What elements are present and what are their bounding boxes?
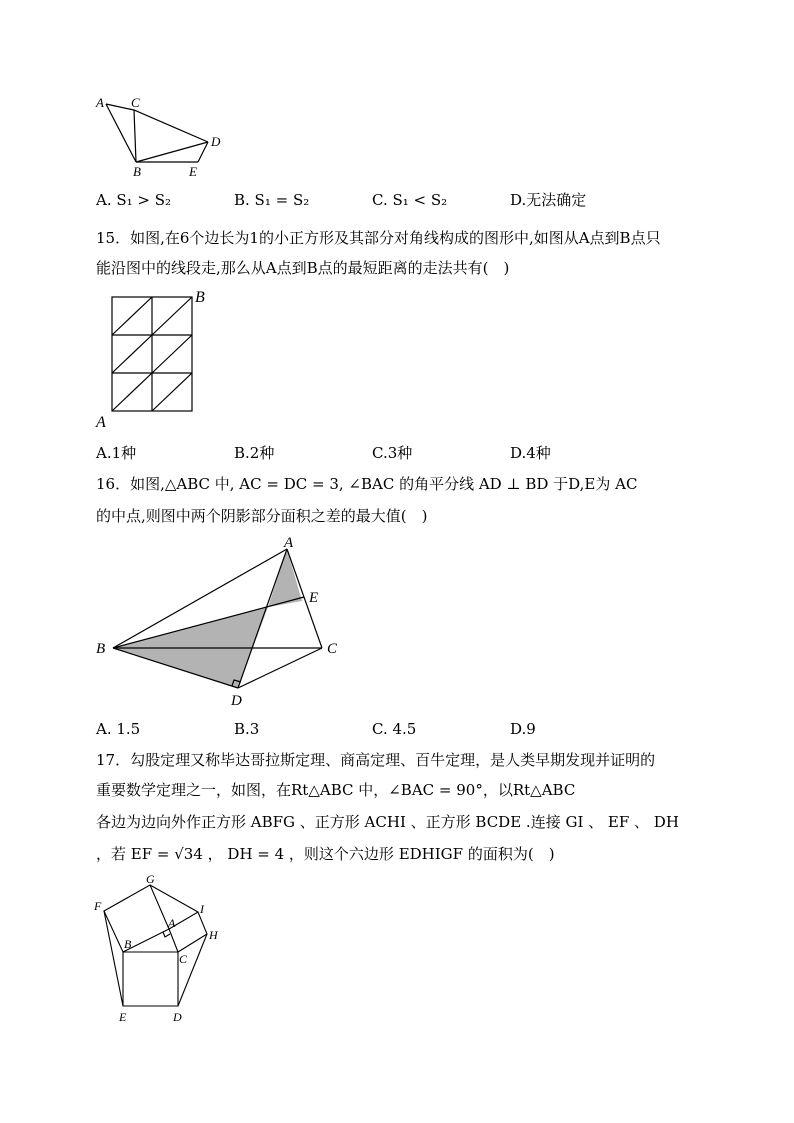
q17-label-e: E — [119, 1010, 127, 1024]
q17-line-e-f — [104, 911, 123, 1006]
q17-label-f: F — [94, 899, 102, 913]
q15-label-b: B — [195, 289, 205, 306]
q15-option-a[interactable]: A.1种 — [96, 444, 137, 462]
q14-option-c[interactable]: C. S₁ < S₂ — [372, 191, 448, 209]
q17-label-d: D — [173, 1010, 182, 1024]
q15-grid-figure — [90, 285, 220, 430]
q16-label-d: D — [231, 693, 242, 709]
q15-diag-5 — [112, 373, 152, 411]
q14-label-c: C — [131, 95, 140, 110]
q14-figure — [90, 92, 230, 182]
q17-figure — [90, 872, 230, 1027]
q16-label-a: A — [284, 535, 294, 551]
q14-option-b[interactable]: B. S₁ = S₂ — [234, 191, 310, 209]
q14-line-b-d — [136, 142, 208, 162]
q16-question-line1: 16．如图,△ABC 中, AC = DC = 3, ∠BAC 的角平分线 AD ⊥ BD 于D,E为 AC — [96, 475, 638, 493]
q14-label-b: B — [133, 164, 141, 179]
q15-diag-6 — [152, 373, 192, 411]
q17-right-angle-mark — [163, 932, 170, 937]
q16-option-d[interactable]: D.9 — [510, 720, 536, 738]
q15-question-line1: 15．如图,在6个边长为1的小正方形及其部分对角线构成的图形中,如图从A点到B点只 — [96, 229, 661, 247]
q16-label-e: E — [309, 590, 319, 606]
q14-line-e-d — [198, 142, 208, 162]
q14-label-e: E — [189, 164, 197, 179]
q17-label-b: B — [124, 937, 132, 951]
q16-figure — [90, 532, 350, 712]
q14-label-d: D — [211, 134, 221, 149]
q16-option-a[interactable]: A. 1.5 — [96, 720, 141, 738]
q17-question-line4: ，若 EF = √34 ， DH = 4 ，则这个六边形 EDHIGF 的面积为( ) — [96, 845, 555, 863]
q14-line-c-b — [134, 110, 136, 162]
q14-option-a[interactable]: A. S₁ > S₂ — [96, 191, 172, 209]
q17-label-h: H — [209, 928, 218, 942]
q15-diag-4 — [152, 335, 192, 373]
q15-option-b[interactable]: B.2种 — [234, 444, 275, 462]
q15-option-d[interactable]: D.4种 — [510, 444, 551, 462]
q17-square-bcde — [123, 952, 178, 1006]
q17-question-line1: 17．勾股定理又称毕达哥拉斯定理、商高定理、百牛定理，是人类早期发现并证明的 — [96, 751, 656, 769]
q16-label-b: B — [96, 641, 106, 657]
q17-label-a: A — [168, 916, 176, 930]
q15-diag-2 — [152, 297, 192, 335]
q17-label-i: I — [200, 902, 204, 916]
q14-label-a: A — [96, 95, 104, 110]
q17-label-g: G — [146, 872, 155, 886]
q17-line-d-h — [178, 934, 207, 1006]
q16-question-line2: 的中点,则图中两个阴影部分面积之差的最大值( ) — [96, 507, 428, 525]
q17-label-c: C — [179, 952, 188, 966]
q14-line-a-c-d — [106, 104, 208, 142]
q15-question-line2: 能沿图中的线段走,那么从A点到B点的最短距离的走法共有( ) — [96, 259, 510, 277]
q17-question-line3: 各边为边向外作正方形 ABFG 、正方形 ACHI 、正方形 BCDE .连接 GI 、 EF 、 DH — [96, 813, 679, 831]
q17-square-abfg — [104, 885, 169, 952]
q16-label-c: C — [327, 641, 338, 657]
q15-diag-3 — [112, 335, 152, 373]
q17-line-g-i — [150, 885, 198, 912]
q14-option-d[interactable]: D.无法确定 — [510, 191, 587, 209]
q15-diag-1 — [112, 297, 152, 335]
q15-label-a: A — [96, 414, 106, 430]
q16-option-b[interactable]: B.3 — [234, 720, 260, 738]
q16-option-c[interactable]: C. 4.5 — [372, 720, 417, 738]
q15-option-c[interactable]: C.3种 — [372, 444, 413, 462]
q17-question-line2: 重要数学定理之一，如图，在Rt△ABC 中，∠BAC = 90°，以Rt△ABC — [96, 781, 576, 799]
q14-line-a-b — [106, 104, 136, 162]
